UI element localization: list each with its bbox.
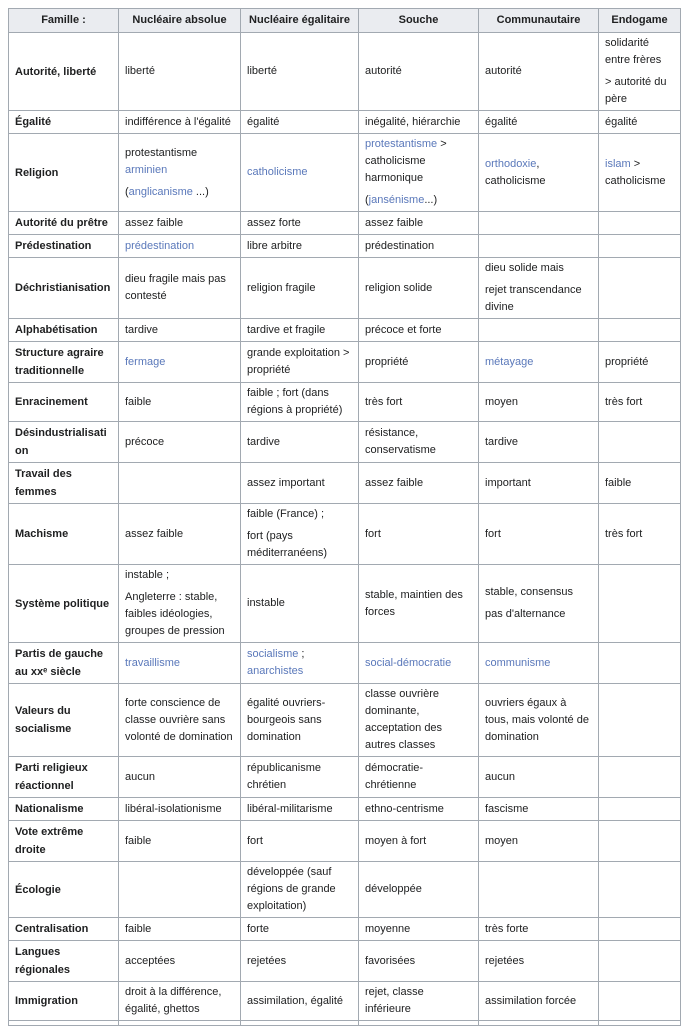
table-cell (479, 33, 599, 111)
table-cell (479, 757, 599, 798)
wiki-link[interactable]: socialisme (247, 648, 299, 660)
table-cell (599, 684, 681, 757)
table-cell (359, 258, 479, 319)
table-cell (359, 212, 479, 235)
cell-paragraph: développée (365, 883, 422, 895)
cell-paragraph: moyenne (365, 922, 411, 935)
table-cell (119, 941, 241, 982)
table-cell (119, 757, 241, 798)
cell-paragraph: assimilation forcée (485, 994, 577, 1007)
table-cell (599, 798, 681, 821)
table-cell (119, 918, 241, 941)
cell-paragraph (485, 655, 592, 672)
table-cell (599, 643, 681, 684)
table-cell (119, 565, 241, 643)
cell-paragraph: protestantisme arminien (125, 146, 198, 176)
cell-paragraph: assez faible (125, 216, 184, 229)
wiki-link[interactable]: fermage (125, 355, 166, 368)
cell-paragraph: orthodoxie, catholicisme (485, 157, 546, 187)
column-header-communautaire: Communautaire (479, 9, 599, 33)
table-cell (479, 134, 599, 212)
table-cell (599, 565, 681, 643)
row-label: Immigration (9, 982, 119, 1021)
cell-paragraph: rejet, classe inférieure (365, 986, 424, 1015)
table-cell (119, 463, 241, 504)
table-cell (479, 111, 599, 134)
table-cell (359, 383, 479, 422)
table-cell (359, 565, 479, 643)
table-cell (599, 1021, 681, 1026)
row-label: Centralisation (9, 918, 119, 941)
table-cell (119, 862, 241, 918)
table-cell (479, 504, 599, 565)
row-label: Langues régionales (9, 941, 119, 982)
table-cell (599, 383, 681, 422)
cell-paragraph: protestantisme > catholicisme harmonique (365, 138, 447, 184)
table-row (9, 383, 681, 422)
cell-paragraph: démocratie-chrétienne (365, 762, 424, 791)
table-cell (599, 134, 681, 212)
cell-paragraph: socialisme ; anarchistes (247, 648, 305, 677)
table-row (9, 918, 681, 941)
cell-paragraph: favorisées (365, 954, 416, 967)
cell-paragraph: pas d'alternance (485, 608, 566, 620)
row-label (9, 1021, 119, 1026)
table-cell (119, 821, 241, 862)
cell-paragraph: instable ; (125, 569, 170, 581)
table-row (9, 798, 681, 821)
cell-paragraph: solidarité entre frères (605, 37, 662, 66)
cell-paragraph: très fort (365, 395, 403, 408)
table-row (9, 422, 681, 463)
table-cell (479, 258, 599, 319)
table-cell (241, 134, 359, 212)
table-cell (599, 342, 681, 383)
table-cell (479, 383, 599, 422)
table-cell (241, 862, 359, 918)
table-row (9, 235, 681, 258)
table-cell (241, 383, 359, 422)
cell-paragraph: faible (125, 922, 152, 935)
cell-paragraph: stable, maintien des forces (365, 588, 463, 618)
cell-paragraph: dieu solide mais (485, 262, 564, 274)
row-label: Religion (9, 134, 119, 212)
table-cell (479, 862, 599, 918)
wiki-link[interactable]: islam (605, 157, 631, 170)
cell-paragraph: tardive (485, 435, 519, 448)
cell-paragraph: dieu fragile mais pas contesté (125, 273, 226, 302)
cell-paragraph: tardive et fragile (247, 323, 326, 336)
cell-paragraph: tardive (247, 435, 281, 448)
cell-paragraph: prédestination (365, 239, 435, 252)
wiki-link[interactable]: prédestination (125, 239, 195, 252)
cell-paragraph: assez faible (365, 476, 424, 489)
table-cell (241, 565, 359, 643)
cell-paragraph (125, 354, 234, 371)
table-row (9, 941, 681, 982)
table-cell (241, 342, 359, 383)
cell-paragraph: propriété (605, 355, 649, 368)
table-cell (119, 684, 241, 757)
table-cell (599, 111, 681, 134)
table-row (9, 565, 681, 643)
column-header-nucleaire-egalitaire: Nucléaire égalitaire (241, 9, 359, 33)
wiki-link[interactable]: catholicisme (247, 166, 308, 178)
table-cell (479, 684, 599, 757)
table-cell (359, 862, 479, 918)
table-cell (359, 941, 479, 982)
cell-paragraph: libéral-militarisme (247, 802, 333, 815)
wiki-link[interactable]: social-démocratie (365, 656, 452, 669)
table-cell (479, 342, 599, 383)
cell-paragraph: égalité ouvriers-bourgeois sans domination (247, 696, 326, 743)
wiki-link[interactable]: protestantisme (365, 138, 438, 150)
table-cell (359, 235, 479, 258)
table-cell (599, 918, 681, 941)
cell-paragraph: moyen à fort (365, 834, 427, 847)
table-cell (241, 463, 359, 504)
cell-paragraph: faible (125, 834, 152, 847)
table-cell (359, 918, 479, 941)
cell-paragraph: islam > catholicisme (605, 157, 666, 187)
cell-paragraph: égalité (485, 115, 518, 128)
table-cell (599, 319, 681, 342)
table-cell (119, 422, 241, 463)
table-cell (241, 798, 359, 821)
cell-paragraph: forte conscience de classe ouvrière sans volonté de domination (125, 696, 233, 743)
row-label: Autorité du prêtre (9, 212, 119, 235)
wiki-link[interactable]: anarchistes (247, 665, 304, 677)
cell-paragraph: rejetées (247, 954, 287, 967)
cell-paragraph: fort (365, 527, 381, 540)
table-cell (241, 235, 359, 258)
table-cell (599, 757, 681, 798)
table-row (9, 982, 681, 1021)
table-cell (119, 342, 241, 383)
table-cell (479, 319, 599, 342)
table-cell (479, 235, 599, 258)
cell-paragraph: aucun (125, 770, 155, 783)
table-cell (119, 258, 241, 319)
row-label: Valeurs du socialisme (9, 684, 119, 757)
cell-paragraph: assez faible (125, 527, 184, 540)
table-row (9, 258, 681, 319)
cell-paragraph: fascisme (485, 802, 529, 815)
cell-paragraph: fort (485, 527, 501, 540)
cell-paragraph: rejetées (485, 954, 525, 967)
table-cell (119, 134, 241, 212)
cell-paragraph: moyen (485, 395, 519, 408)
cell-paragraph (485, 354, 592, 371)
table-cell (241, 821, 359, 862)
cell-paragraph: Angleterre : stable, faibles idéologies, groupes de pression (125, 591, 225, 637)
table-cell (359, 643, 479, 684)
table-cell (479, 422, 599, 463)
row-label: Désindustrialisation (9, 422, 119, 463)
table-cell (359, 33, 479, 111)
table-row (9, 1021, 681, 1026)
cell-paragraph: libre arbitre (247, 239, 303, 252)
table-cell (241, 982, 359, 1021)
cell-paragraph: instable (247, 597, 285, 609)
cell-paragraph: faible ; fort (dans régions à propriété) (247, 387, 343, 416)
table-row (9, 111, 681, 134)
table-body (9, 33, 681, 1026)
table-row (9, 319, 681, 342)
table-cell (359, 422, 479, 463)
table-cell (241, 941, 359, 982)
table-cell (241, 684, 359, 757)
row-label: Alphabétisation (9, 319, 119, 342)
table-cell (359, 798, 479, 821)
table-cell (359, 111, 479, 134)
table-cell (359, 463, 479, 504)
table-cell (599, 33, 681, 111)
table-cell (119, 643, 241, 684)
row-label: Partis de gauche au xxᵉ siècle (9, 643, 119, 684)
table-row (9, 504, 681, 565)
cell-paragraph: fort (247, 834, 263, 847)
table-cell (241, 212, 359, 235)
table-row (9, 684, 681, 757)
cell-paragraph: religion fragile (247, 281, 316, 294)
table-cell (479, 821, 599, 862)
table-cell (479, 565, 599, 643)
table-cell (119, 111, 241, 134)
cell-paragraph: autorité (485, 65, 522, 77)
cell-paragraph: (anglicanisme ...) (125, 185, 209, 198)
column-header-nucleaire-absolue: Nucléaire absolue (119, 9, 241, 33)
table-cell (241, 111, 359, 134)
cell-paragraph: acceptées (125, 954, 176, 967)
table-cell (359, 1021, 479, 1026)
row-label: Parti religieux réactionnel (9, 757, 119, 798)
wiki-link[interactable]: métayage (485, 355, 534, 368)
table-row (9, 342, 681, 383)
column-header-endogame: Endogame (599, 9, 681, 33)
row-label: Nationalisme (9, 798, 119, 821)
cell-paragraph: développée (sauf régions de grande exploitation) (247, 866, 336, 912)
table-row (9, 134, 681, 212)
table-cell (599, 235, 681, 258)
cell-paragraph: important (485, 476, 531, 489)
row-label: Enracinement (9, 383, 119, 422)
row-label: Prédestination (9, 235, 119, 258)
table-cell (359, 319, 479, 342)
table-cell (599, 212, 681, 235)
table-cell (479, 982, 599, 1021)
table-cell (359, 982, 479, 1021)
table-cell (479, 798, 599, 821)
row-label: Travail des femmes (9, 463, 119, 504)
cell-paragraph: moyen (485, 834, 519, 847)
cell-paragraph: assimilation, égalité (247, 994, 343, 1007)
table-cell (359, 684, 479, 757)
cell-paragraph: propriété (365, 355, 409, 368)
table-row (9, 212, 681, 235)
cell-paragraph: classe ouvrière dominante, acceptation des autres classes (365, 688, 443, 751)
cell-paragraph: fort (pays méditerranéens) (247, 530, 328, 559)
wiki-link[interactable]: anglicanisme (128, 185, 193, 198)
wiki-link[interactable]: travaillisme (125, 656, 181, 669)
table-header (9, 9, 681, 33)
table-cell (119, 212, 241, 235)
cell-paragraph: ouvriers égaux à tous, mais volonté de domination (485, 696, 589, 743)
cell-paragraph: grande exploitation > propriété (247, 347, 350, 376)
cell-paragraph: aucun (485, 770, 515, 783)
cell-paragraph: autorité (365, 65, 402, 77)
wiki-link[interactable]: arminien (125, 163, 168, 176)
column-header-famille: Famille : (9, 9, 119, 33)
cell-paragraph: tardive (125, 323, 159, 336)
table-cell (599, 504, 681, 565)
cell-paragraph (125, 238, 234, 255)
table-row (9, 643, 681, 684)
table-row (9, 862, 681, 918)
table-cell (241, 422, 359, 463)
cell-paragraph: égalité (605, 115, 638, 128)
table-cell (479, 463, 599, 504)
table-cell (241, 258, 359, 319)
wiki-link[interactable]: orthodoxie (485, 157, 537, 170)
table-cell (359, 134, 479, 212)
cell-paragraph: indifférence à l'égalité (125, 115, 231, 128)
table-cell (599, 982, 681, 1021)
cell-paragraph: faible (605, 476, 632, 489)
table-cell (599, 422, 681, 463)
cell-paragraph: précoce et forte (365, 323, 442, 336)
table-cell (241, 504, 359, 565)
table-cell (479, 941, 599, 982)
table-cell (241, 643, 359, 684)
cell-paragraph: faible (France) ; (247, 508, 325, 520)
row-label: Système politique (9, 565, 119, 643)
table-row (9, 33, 681, 111)
family-systems-table (8, 8, 681, 1026)
cell-paragraph: (jansénisme...) (365, 194, 438, 206)
cell-paragraph: très fort (605, 395, 643, 408)
table-cell (599, 463, 681, 504)
cell-paragraph: forte (247, 922, 270, 935)
table-cell (479, 918, 599, 941)
table-cell (119, 319, 241, 342)
table-cell (359, 821, 479, 862)
table-row (9, 463, 681, 504)
cell-paragraph: stable, consensus (485, 586, 574, 598)
row-label: Écologie (9, 862, 119, 918)
table-cell (599, 821, 681, 862)
cell-paragraph: faible (125, 395, 152, 408)
cell-paragraph: inégalité, hiérarchie (365, 115, 461, 128)
table-cell (119, 504, 241, 565)
table-cell (119, 383, 241, 422)
row-label: Structure agraire traditionnelle (9, 342, 119, 383)
cell-paragraph: assez important (247, 476, 325, 489)
table-cell (359, 342, 479, 383)
table-cell (241, 1021, 359, 1026)
column-header-souche: Souche (359, 9, 479, 33)
table-cell (119, 235, 241, 258)
table-cell (599, 941, 681, 982)
row-label: Autorité, liberté (9, 33, 119, 111)
row-label: Vote extrême droite (9, 821, 119, 862)
cell-paragraph: précoce (125, 435, 165, 448)
table-cell (479, 1021, 599, 1026)
row-label: Égalité (9, 111, 119, 134)
table-cell (119, 1021, 241, 1026)
cell-paragraph: assez forte (247, 216, 301, 229)
table-cell (359, 504, 479, 565)
row-label: Déchristianisation (9, 258, 119, 319)
table-cell (599, 258, 681, 319)
table-cell (241, 757, 359, 798)
table-row (9, 821, 681, 862)
table-cell (479, 643, 599, 684)
wiki-link[interactable]: jansénisme (368, 194, 425, 206)
cell-paragraph: très fort (605, 527, 643, 540)
table-row (9, 757, 681, 798)
cell-paragraph: assez faible (365, 216, 424, 229)
table-cell (241, 33, 359, 111)
header-row (9, 9, 681, 33)
table-cell (599, 862, 681, 918)
row-label: Machisme (9, 504, 119, 565)
table-cell (119, 33, 241, 111)
cell-paragraph: libéral-isolationisme (125, 802, 222, 815)
cell-paragraph: républicanisme chrétien (247, 762, 321, 791)
cell-paragraph: liberté (247, 65, 277, 77)
cell-paragraph: rejet transcendance divine (485, 284, 582, 313)
cell-paragraph (125, 655, 234, 672)
cell-paragraph: droit à la différence, égalité, ghettos (125, 986, 222, 1015)
cell-paragraph: religion solide (365, 281, 433, 294)
cell-paragraph (247, 164, 352, 181)
table-cell (241, 319, 359, 342)
cell-paragraph: très forte (485, 922, 529, 935)
wiki-link[interactable]: communisme (485, 656, 551, 669)
table-cell (241, 918, 359, 941)
cell-paragraph (365, 655, 472, 672)
cell-paragraph: ethno-centrisme (365, 802, 444, 815)
cell-paragraph: > autorité du père (605, 76, 667, 105)
cell-paragraph: résistance, conservatisme (365, 427, 436, 456)
table-cell (359, 757, 479, 798)
table-cell (479, 212, 599, 235)
table-cell (119, 798, 241, 821)
cell-paragraph: liberté (125, 65, 155, 77)
cell-paragraph: égalité (247, 115, 280, 128)
table-cell (119, 982, 241, 1021)
